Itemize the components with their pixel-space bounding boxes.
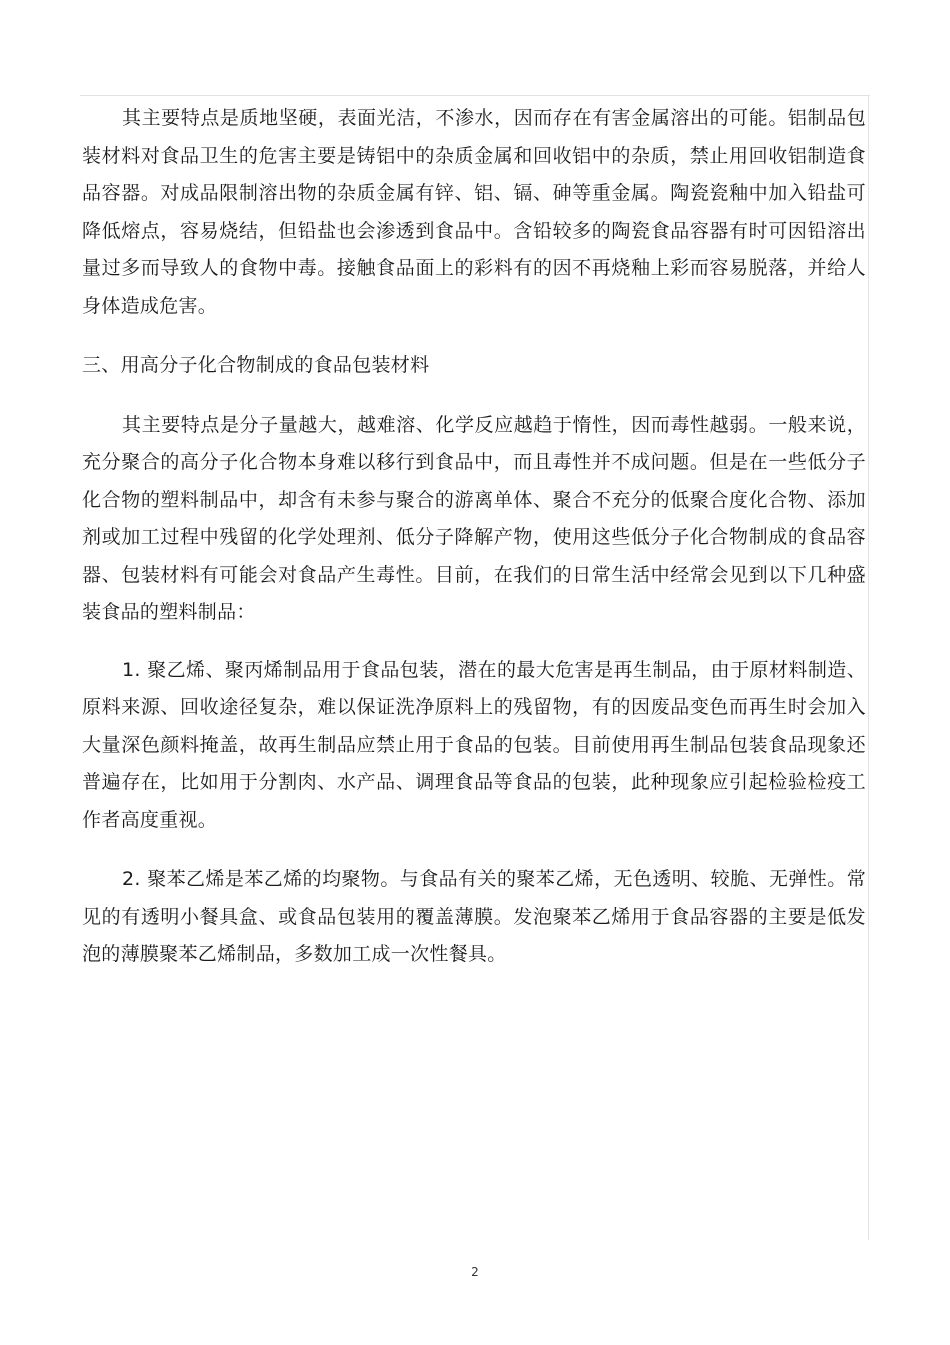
paragraph-metal-packaging: 其主要特点是质地坚硬，表面光洁，不渗水，因而存在有害金属溶出的可能。铝制品包装材料对食品卫生的危害主要是铸铝中的杂质金属和回收铝中的杂质，禁止用回收铝制造食品容器。对成品限制溶出物的杂质金属有锌、铝、镉、砷等重金属。陶瓷瓷釉中加入铅盐可降低熔点，容易烧结，但铅盐也会渗透到食品中。含铅较多的陶瓷食品容器有时可因铅溶出量过多而导致人的食物中毒。接触食品面上的彩料有的因不再烧釉上彩而容易脱落，并给人身体造成危害。	[82, 107, 866, 317]
section-heading-polymer-packaging: 三、用高分子化合物制成的食品包装材料	[82, 354, 430, 376]
paragraph-gap	[82, 325, 866, 347]
page-border-right	[868, 95, 869, 1240]
list-item-polystyrene: 2. 聚苯乙烯是苯乙烯的均聚物。与食品有关的聚苯乙烯，无色透明、较脆、无弹性。常见的有透明小餐具盒、或食品包装用的覆盖薄膜。发泡聚苯乙烯用于食品容器的主要是低发泡的薄膜聚苯乙烯制品，多数加工成一次性餐具。	[82, 868, 866, 965]
paragraph-polymer-features: 其主要特点是分子量越大，越难溶、化学反应越趋于惰性，因而毒性越弱。一般来说，充分聚合的高分子化合物本身难以移行到食品中，而且毒性并不成问题。但是在一些低分子化合物的塑料制品中，却含有未参与聚合的游离单体、聚合不充分的低聚合度化合物、添加剂或加工过程中残留的化学处理剂、低分子降解产物，使用这些低分子化合物制成的食品容器、包装材料有可能会对食品产生毒性。目前，在我们的日常生活中经常会见到以下几种盛装食品的塑料制品：	[82, 413, 866, 623]
list-item-polyethylene: 1. 聚乙烯、聚丙烯制品用于食品包装，潜在的最大危害是再生制品，由于原材料制造、原料来源、回收途径复杂，难以保证洗净原料上的残留物，有的因废品变色而再生时会加入大量深色颜料掩盖，故再生制品应禁止用于食品的包装。目前使用再生制品包装食品现象还普遍存在，比如用于分割肉、水产品、调理食品等食品的包装，此种现象应引起检验检疫工作者高度重视。	[82, 658, 866, 831]
document-body	[82, 100, 866, 974]
paragraph-gap	[82, 839, 866, 861]
paragraph-gap	[82, 632, 866, 652]
page-number: 2	[471, 1265, 479, 1279]
page-border-top	[80, 95, 870, 96]
paragraph-gap	[82, 385, 866, 407]
